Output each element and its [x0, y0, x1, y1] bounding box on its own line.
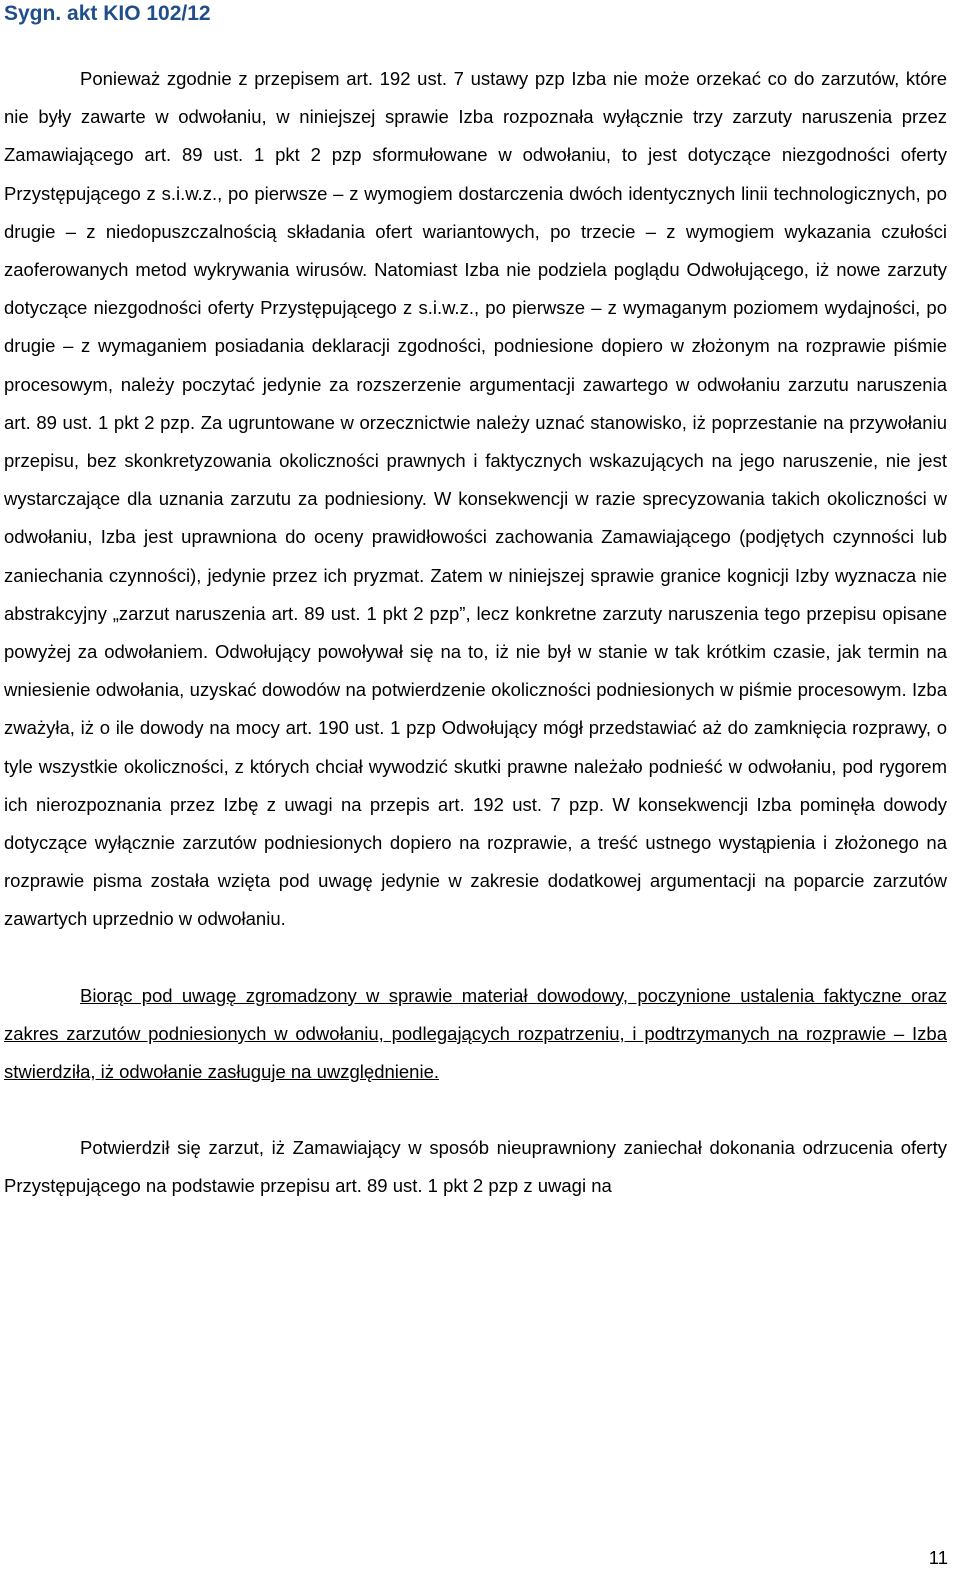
paragraph-scope-of-review: Ponieważ zgodnie z przepisem art. 192 ust. 7 ustawy pzp Izba nie może orzekać co do zarzutów, które nie były zawarte w odwołaniu, w niniejszej sprawie Izba rozpoznała wyłącznie trzy zarzuty naruszenia przez Zamawiającego art. 89 ust. 1 pkt 2 pzp sformułowane w odwołaniu, to jest dotyczące niezgodności oferty Przystępującego z s.i.w.z., po pierwsze – z wymogiem dostarczenia dwóch identycznych linii technologicznych, po drugie – z niedopuszczalnością składania ofert wariantowych, po trzecie – z wymogiem wykazania czułości zaoferowanych metod wykrywania wirusów. Natomiast Izba nie podziela poglądu Odwołującego, iż nowe zarzuty dotyczące niezgodności oferty Przystępującego z s.i.w.z., po pierwsze – z wymaganym poziomem wydajności, po drugie – z wymaganiem posiadania deklaracji zgodności, podniesione dopiero w złożonym na rozprawie piśmie procesowym, należy poczytać jedynie za rozszerzenie argumentacji zawartego w odwołaniu zarzutu naruszenia art. 89 ust. 1 pkt 2 pzp. Za ugruntowane w orzecznictwie należy uznać stanowisko, iż poprzestanie na przywołaniu przepisu, bez skonkretyzowania okoliczności prawnych i faktycznych wskazujących na jego naruszenie, nie jest wystarczające dla uznania zarzutu za podniesiony. W konsekwencji w razie sprecyzowania takich okoliczności w odwołaniu, Izba jest uprawniona do oceny prawidłowości zachowania Zamawiającego (podjętych czynności lub zaniechania czynności), jedynie przez ich pryzmat. Zatem w niniejszej sprawie granice kognicji Izby wyznacza nie abstrakcyjny „zarzut naruszenia art. 89 ust. 1 pkt 2 pzp”, lecz konkretne zarzuty naruszenia tego przepisu opisane powyżej za odwołaniem. Odwołujący powoływał się na to, iż nie był w stanie w tak krótkim czasie, jak termin na wniesienie odwołania, uzyskać dowodów na potwierdzenie okoliczności podniesionych w piśmie procesowym. Izba zważyła, iż o ile dowody na mocy art. 190 ust. 1 pzp Odwołujący mógł przedstawiać aż do zamknięcia rozprawy, o tyle wszystkie okoliczności, z których chciał wywodzić skutki prawne należało podnieść w odwołaniu, pod rygorem ich nierozpoznania przez Izbę z uwagi na przepis art. 192 ust. 7 pzp. W konsekwencji Izba pominęła dowody dotyczące wyłącznie zarzutów podniesionych dopiero na rozprawie, a treść ustnego wystąpienia i złożonego na rozprawie pisma została wzięta pod uwagę jedynie w zakresie dodatkowej argumentacji na poparcie zarzutów zawartych uprzednio w odwołaniu. [4, 68, 947, 930]
paragraph-confirmed-charge: Potwierdził się zarzut, iż Zamawiający w sposób nieuprawniony zaniechał dokonania odrzucenia oferty Przystępującego na podstawie przepisu art. 89 ust. 1 pkt 2 pzp z uwagi na [4, 1137, 947, 1197]
paragraph-spacer [4, 1091, 947, 1129]
paragraph-spacer [4, 939, 947, 977]
document-body [4, 60, 947, 1206]
paragraph-conclusion: Biorąc pod uwagę zgromadzony w sprawie materiał dowodowy, poczynione ustalenia faktyczne oraz zakres zarzutów podniesionych w odwołaniu, podlegających rozpatrzeniu, i podtrzymanych na rozprawie – Izba stwierdziła, iż odwołanie zasługuje na uwzględnienie. [4, 984, 947, 1083]
document-header: Sygn. akt KIO 102/12 [4, 2, 211, 25]
page-number: 11 [928, 1547, 948, 1568]
